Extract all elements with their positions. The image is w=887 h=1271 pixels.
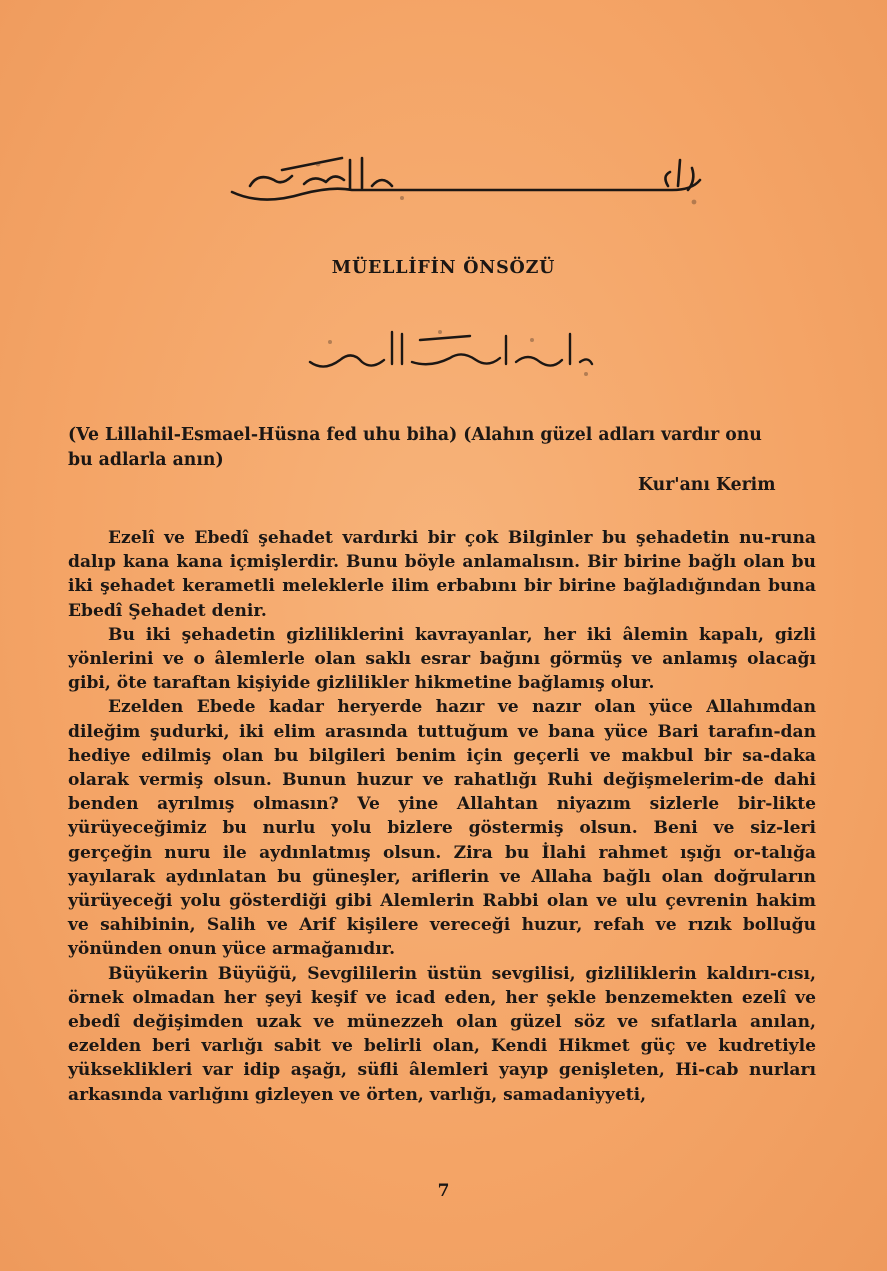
paragraph: Ezelî ve Ebedî şehadet vardırki bir çok Bilginler bu şehadetin nu-runa dalıp kana kana içmişlerdir. Bunu böyle anlamalısın. Bir birine bağlı olan bu iki şehadet kerametli meleklerle ilim erbabını bir birine bağladığından buna Ebedî Şehadet denir. xyxy=(68,528,816,621)
page-title: MÜELLİFİN ÖNSÖZÜ xyxy=(331,258,556,278)
quote-line: (Ve Lillahil-Esmael-Hüsna fed uhu biha) (Alahın güzel adları vardır onu xyxy=(68,425,762,445)
paragraph: Ezelden Ebede kadar heryerde hazır ve nazır olan yüce Allahımdan dileğim şudurki, iki elim arasında tuttuğum ve bana yüce Bari tarafın-dan hediye edilmiş olan bu bilgileri benim için geçerli ve makbul bir sa-daka olarak vermiş olsun. Bunun huzur ve rahatlığı Ruhi değişmelerim-de dahi benden ayrılmış olmasın? Ve yine Allahtan niyazım sizlerle bir-likte yürüyeceğimiz bu nurlu yolu bizlere göstermiş olsun. Beni ve siz-leri gerçeğin nuru ile aydınlatmış olsun. Zira bu İlahi rahmet ışığı or-talığa yayılarak aydınlatan bu güneşler, ariflerin ve Allaha bağlı olan doğruların yürüyeceği yolu gösterdiği gibi Alemlerin Rabbi olan ve ulu çevrenin hakim ve sahibinin, Salih ve Arif kişilere vereceği huzur, refah ve rızık bolluğu yönünden onun yüce armağanıdır. xyxy=(68,697,816,960)
page-number: 7 xyxy=(437,1181,450,1201)
quran-verse-calligraphy xyxy=(300,322,600,380)
paragraph: Büyükerin Büyüğü, Sevgililerin üstün sevgilisi, gizliliklerin kaldırı-cısı, örnek olmadan her şeyi keşif ve icad eden, her şekle benzemekten ezelî ve ebedî değişimden uzak ve münezzeh olan güzel söz ve sıfatlarla anılan, ezelden beri varlığı sabit ve belirli olan, Kendi Hikmet güç ve kudretiyle yükseklikleri var idip aşağı, süfli âlemleri yayıp genişleten, Hi-cab nurları arkasında varlığını gizleyen ve örten, varlığı, samadaniyyeti, xyxy=(68,963,816,1105)
basmala-calligraphy xyxy=(222,150,714,212)
quote-line: bu adlarla anın) xyxy=(68,450,224,470)
paragraph: Bu iki şehadetin gizliliklerini kavrayanlar, her iki âlemin kapalı, gizli yönlerini ve o âlemlerle olan saklı esrar bağını görmüş ve anlamış olacağı gibi, öte taraftan kişiyide gizlilikler hikmetine bağlamış olur. xyxy=(68,624,816,694)
quote-block xyxy=(68,423,810,473)
body-text xyxy=(68,526,816,1107)
quote-source: Kur'anı Kerim xyxy=(638,475,776,495)
